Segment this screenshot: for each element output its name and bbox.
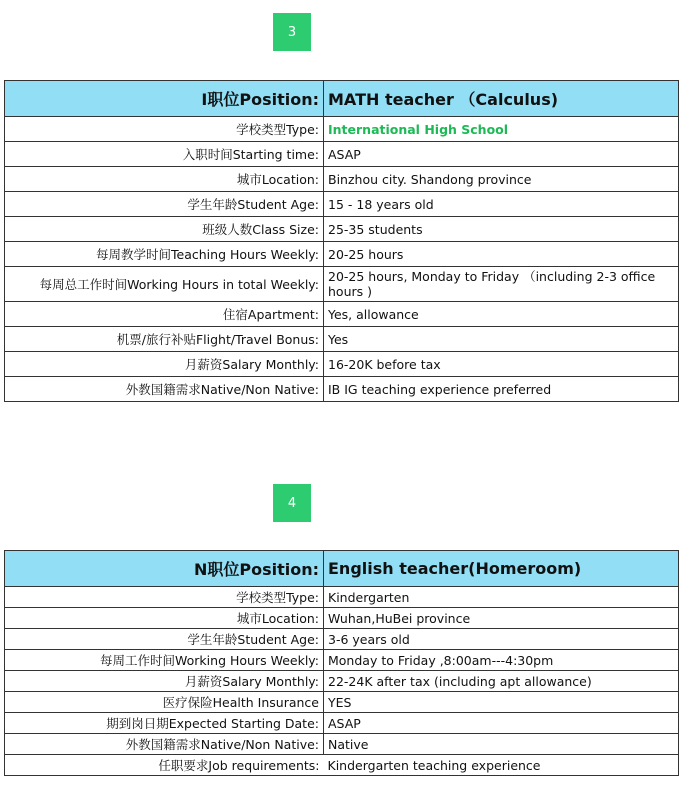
row-value: Wuhan,HuBei province bbox=[324, 608, 679, 629]
row-label: 每周工作时间Working Hours Weekly: bbox=[5, 650, 324, 671]
row-label: 城市Location: bbox=[5, 167, 324, 192]
row-label: 城市Location: bbox=[5, 608, 324, 629]
row-label: 任职要求Job requirements: bbox=[5, 755, 324, 776]
position-label: I职位Position: bbox=[5, 81, 324, 117]
row-label: 外教国籍需求Native/Non Native: bbox=[5, 377, 324, 402]
job-table-math bbox=[4, 80, 679, 402]
row-label: 每周教学时间Teaching Hours Weekly: bbox=[5, 242, 324, 267]
table-row bbox=[5, 352, 679, 377]
row-value: Binzhou city. Shandong province bbox=[324, 167, 679, 192]
row-label: 机票/旅行补贴Flight/Travel Bonus: bbox=[5, 327, 324, 352]
row-label: 医疗保险Health Insurance bbox=[5, 692, 324, 713]
row-value: IB IG teaching experience preferred bbox=[324, 377, 679, 402]
row-value: Yes bbox=[324, 327, 679, 352]
row-label: 月薪资Salary Monthly: bbox=[5, 352, 324, 377]
table-row bbox=[5, 734, 679, 755]
row-label: 入职时间Starting time: bbox=[5, 142, 324, 167]
row-value: ASAP bbox=[324, 713, 679, 734]
table-row bbox=[5, 142, 679, 167]
job-table-english bbox=[4, 550, 679, 776]
row-value: Yes, allowance bbox=[324, 302, 679, 327]
table-row bbox=[5, 587, 679, 608]
position-header-row bbox=[5, 551, 679, 587]
position-label: N职位Position: bbox=[5, 551, 324, 587]
row-label: 学生年龄Student Age: bbox=[5, 629, 324, 650]
table-row bbox=[5, 327, 679, 352]
row-value: 3-6 years old bbox=[324, 629, 679, 650]
row-label: 外教国籍需求Native/Non Native: bbox=[5, 734, 324, 755]
table-row bbox=[5, 242, 679, 267]
row-label: 期到岗日期Expected Starting Date: bbox=[5, 713, 324, 734]
row-value: 22-24K after tax (including apt allowance) bbox=[324, 671, 679, 692]
table-row bbox=[5, 267, 679, 302]
row-label: 住宿Apartment: bbox=[5, 302, 324, 327]
table-row bbox=[5, 692, 679, 713]
row-label: 学校类型Type: bbox=[5, 587, 324, 608]
table-row bbox=[5, 713, 679, 734]
table-row bbox=[5, 167, 679, 192]
table-row bbox=[5, 192, 679, 217]
position-title: English teacher(Homeroom) bbox=[324, 551, 679, 587]
row-value: Monday to Friday ,8:00am---4:30pm bbox=[324, 650, 679, 671]
row-value: 20-25 hours bbox=[324, 242, 679, 267]
row-value: Kindergarten teaching experience bbox=[324, 755, 679, 776]
row-value: 25-35 students bbox=[324, 217, 679, 242]
job-number-badge: 3 bbox=[273, 13, 311, 51]
row-label: 班级人数Class Size: bbox=[5, 217, 324, 242]
row-label: 每周总工作时间Working Hours in total Weekly: bbox=[5, 267, 324, 302]
table-row bbox=[5, 217, 679, 242]
table-row bbox=[5, 302, 679, 327]
job-number-badge: 4 bbox=[273, 484, 311, 522]
table-row bbox=[5, 117, 679, 142]
row-value: ASAP bbox=[324, 142, 679, 167]
row-label: 学生年龄Student Age: bbox=[5, 192, 324, 217]
row-value: International High School bbox=[324, 117, 679, 142]
table-row bbox=[5, 755, 679, 776]
row-value: YES bbox=[324, 692, 679, 713]
row-value: 16-20K before tax bbox=[324, 352, 679, 377]
table-row bbox=[5, 650, 679, 671]
table-row bbox=[5, 629, 679, 650]
row-value: Native bbox=[324, 734, 679, 755]
table-row bbox=[5, 608, 679, 629]
position-header-row bbox=[5, 81, 679, 117]
row-value: 15 - 18 years old bbox=[324, 192, 679, 217]
row-value: Kindergarten bbox=[324, 587, 679, 608]
row-label: 学校类型Type: bbox=[5, 117, 324, 142]
row-label: 月薪资Salary Monthly: bbox=[5, 671, 324, 692]
table-row bbox=[5, 377, 679, 402]
position-title: MATH teacher （Calculus) bbox=[324, 81, 679, 117]
row-value: 20-25 hours, Monday to Friday （including 2-3 office hours ) bbox=[324, 267, 679, 302]
table-row bbox=[5, 671, 679, 692]
